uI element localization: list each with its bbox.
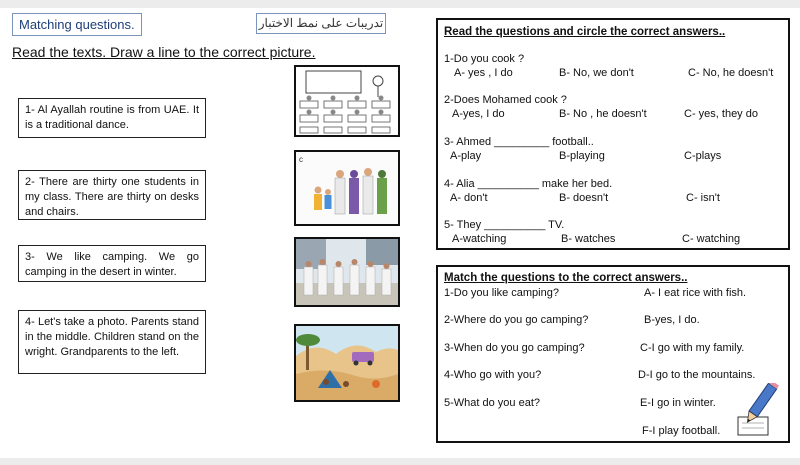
option-a[interactable]: A-yes, I do <box>452 108 505 120</box>
text-box-1: 1- Al Ayallah routine is from UAE. It is a traditional dance. <box>18 98 206 138</box>
circle-section-heading: Read the questions and circle the correct answers.. <box>444 26 726 38</box>
match-section-heading: Match the questions to the correct answers.. <box>444 272 688 284</box>
classroom-picture <box>294 65 400 137</box>
option-b[interactable]: B- No , he doesn't <box>559 108 647 120</box>
match-question-3: 3-When do you go camping? <box>444 342 585 354</box>
circle-question-4: 4- Alia __________ make her bed. <box>444 178 613 190</box>
option-a[interactable]: A- yes , I do <box>454 67 513 79</box>
option-a[interactable]: A- don't <box>450 192 488 204</box>
desert-camping-picture <box>294 324 400 402</box>
option-c[interactable]: C- watching <box>682 233 741 245</box>
option-c[interactable]: C-plays <box>684 150 722 162</box>
match-question-5: 5-What do you eat? <box>444 397 541 409</box>
text-box-2: 2- There are thirty one students in my class. There are thirty on desks and chairs. <box>18 170 206 220</box>
option-c[interactable]: C- isn't <box>686 192 720 204</box>
match-question-1: 1-Do you like camping? <box>444 287 559 299</box>
match-answer-d: D-I go to the mountains. <box>638 369 756 381</box>
title-tag: Matching questions. <box>12 13 142 36</box>
circle-question-1: 1-Do you cook ? <box>444 53 525 65</box>
circle-question-3: 3- Ahmed _________ football.. <box>444 136 594 148</box>
match-question-4: 4-Who go with you? <box>444 369 542 381</box>
option-b[interactable]: B-playing <box>559 150 605 162</box>
pencil-icon <box>736 383 780 439</box>
text-box-4: 4- Let's take a photo. Parents stand in the middle. Children stand on the wright. Grandparents to the left. <box>18 310 206 374</box>
option-c[interactable]: C- yes, they do <box>684 108 758 120</box>
family-photo-picture <box>294 150 400 226</box>
option-b[interactable]: B- watches <box>561 233 616 245</box>
match-answers-section <box>436 265 790 443</box>
arabic-tag: تدريبات على نمط الاختبار <box>256 13 386 34</box>
match-question-2: 2-Where do you go camping? <box>444 314 589 326</box>
instruction: Read the texts. Draw a line to the correct picture. <box>12 44 316 60</box>
circle-answers-section <box>436 18 790 250</box>
ayallah-dance-picture <box>294 237 400 307</box>
circle-question-2: 2-Does Mohamed cook ? <box>444 94 567 106</box>
match-answer-c: C-I go with my family. <box>640 342 745 354</box>
option-a[interactable]: A-watching <box>452 233 507 245</box>
option-a[interactable]: A-play <box>450 150 482 162</box>
match-answer-e: E-I go in winter. <box>640 397 716 409</box>
text-box-3: 3- We like camping. We go camping in the desert in winter. <box>18 245 206 282</box>
option-c[interactable]: C- No, he doesn't <box>688 67 774 79</box>
match-answer-b: B-yes, I do. <box>644 314 700 326</box>
option-b[interactable]: B- No, we don't <box>559 67 634 79</box>
match-answer-a: A- I eat rice with fish. <box>644 287 747 299</box>
circle-question-5: 5- They __________ TV. <box>444 219 565 231</box>
match-answer-f: F-I play football. <box>642 425 721 437</box>
option-b[interactable]: B- doesn't <box>559 192 609 204</box>
picture-label: c <box>299 155 303 164</box>
